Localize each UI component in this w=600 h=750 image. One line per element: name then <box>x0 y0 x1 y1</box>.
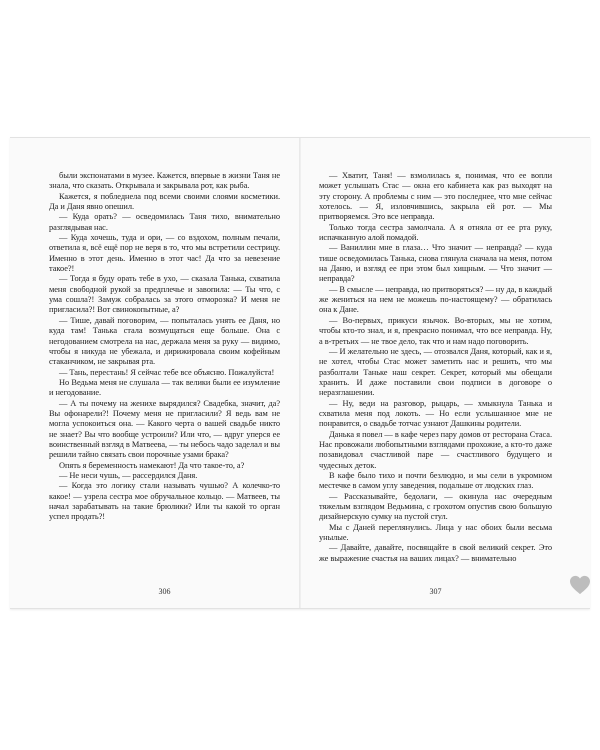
paragraph: Опять я беременность намекают! Да что такое-то, а? <box>59 460 245 470</box>
paragraph: Только тогда сестра замолчала. А я отняла от ее рта руку, испачканную алой помадой. <box>319 222 552 243</box>
paragraph: — Куда орать? — осведомилась Таня тихо, внимательно разглядывая нас. <box>49 212 280 232</box>
left-page <box>10 138 300 608</box>
paragraph: — Ваниллин мне в глаза… Что значит — неправда? — куда тише осведомилась Танька, снова глянула сначала на меня, потом на Даню, и взгляд ее при этом был хищным. — Что значит — неправда? <box>319 243 552 284</box>
paragraph: — Во-первых, прикуси язычок. Во-вторых, мы не хотим, чтобы кто-то знал, и я, прекрасно понимал, что все неправда. Ну, а в-третьих — не твое дело, так что и нам надо поговорить. <box>319 315 552 346</box>
heart-icon[interactable] <box>569 575 591 595</box>
paragraph: были экспонатами в музее. Кажется, впервые в жизни Таня не знала, что сказать. Открывала и закрывала рот, как рыба. <box>49 171 280 191</box>
right-page-text <box>319 171 552 564</box>
paragraph: — Когда это логику стали называть чушью? А колечко-то какое! — узрела сестра мое обручальное кольцо. — Матвеев, ты начал зарабатывать на такие брюлики? Или ты какой то орган успел продать?! <box>49 481 280 522</box>
book-spread <box>10 137 590 609</box>
paragraph: — И желательно не здесь, — отозвался Даня, который, как и я, не хотел, чтобы Стас может заметить нас и решить, что мы разболтали Таньке наш секрет. Секрет, который мы обещали хранить. И даже поставили свои подписи в договоре о неразглашении. <box>319 346 552 398</box>
paragraph: Но Ведьма меня не слушала — так велики были ее изумление и негодование. <box>49 377 280 398</box>
left-page-text <box>49 171 280 523</box>
paragraph: — Тише, давай поговорим, — попыталась унять ее Даня, но куда там! Танька стала возмущаться еще больше. Она с негодованием смотрела на нас, держала меня за руку — видимо, чтобы я никуда не убежала, и дирижировала своим кофейным стаканчиком, не закрывая рта. <box>49 315 280 367</box>
paragraph: — Куда хочешь, туда и ори, — со вздохом, полным печали, ответила я, всё ещё пор не веря в то, что мы встретили сестрицу. Именно в этот день. Именно в этот час! Да что за невезение такое?! <box>49 233 280 274</box>
page-number-left: 306 <box>158 587 171 596</box>
paragraph: — Не неси чушь, — рассердился Даня. <box>59 470 198 480</box>
paragraph: — Рассказывайте, бедолаги, — окинула нас очередным тяжелым взглядом Ведьмина, с грохотом опустив свою большую дизайнерскую сумку на пустой стул. <box>319 491 552 522</box>
paragraph: — А ты почему на женихе вырядился? Свадебка, значит, да? Вы офонарели?! Почему меня не пригласили? Я ведь вам не могла успокоиться она. — Какого черта о вашей свадьбе никто не знает? Вы что вообще устроили? Или что, — вдруг уперся ее воинственный взгляд в Матвеева, — ты небось чадо заделал и вы решили тайно связать свои порочные узами брака? <box>49 398 280 460</box>
paragraph: Мы с Даней переглянулись. Лица у нас обоих были весьма унылые. <box>319 522 552 543</box>
paragraph: — Давайте, давайте, посвящайте в свой великий секрет. Это же выражение счастья на ваших лицах? — внимательно <box>319 543 552 563</box>
right-page <box>300 138 590 608</box>
paragraph: — Хватит, Таня! — взмолилась я, понимая, что ее вопли может услышать Стас — окна его кабинета как раз выходят на эту сторону. А проблемы с ним — это последнее, что мне сейчас хотелось. — Я, изловчившись, закрыла ей рот. — Мы притворяемся. Это все неправда. <box>319 171 552 222</box>
paragraph: — Тогда я буду орать тебе в ухо, — сказала Танька, схватила меня свободной рукой за предплечье и завопила: — Ты что, с ума сошла?! Замуж собралась за этого отморозка? И меня не пригласила?! Вот свинокопытные, а? <box>49 274 280 315</box>
paragraph: — Тань, перестань! Я сейчас тебе все объясню. Пожалуйста! <box>59 367 275 377</box>
paragraph: — Ну, веди на разговор, рыцарь, — хмыкнула Танька и схватила меня под локоть. — Но если услышанное мне не понравится, о свадьбе тотчас узнают Дашкины родители. <box>319 398 552 429</box>
paragraph: Кажется, я побледнела под всеми своими слоями косметики. Да и Даня явно опешил. <box>49 191 280 212</box>
page-number-right: 307 <box>429 587 442 596</box>
paragraph: В кафе было тихо и почти безлюдно, и мы сели в укромном местечке в самом углу заведения, подальше от людских глаз. <box>319 470 552 491</box>
paragraph: — В смысле — неправда, но притворяться? — ну да, в каждый же жениться на нем не можешь по-настоящему? — обратилась она к Дане. <box>319 284 552 315</box>
paragraph: Данька я повел — в кафе через пару домов от ресторана Стаса. Нас провожали любопытными взглядами прохожие, а кто-то даже позавидовал счастливой паре — счастливого будущего и чудесных деток. <box>319 429 552 470</box>
